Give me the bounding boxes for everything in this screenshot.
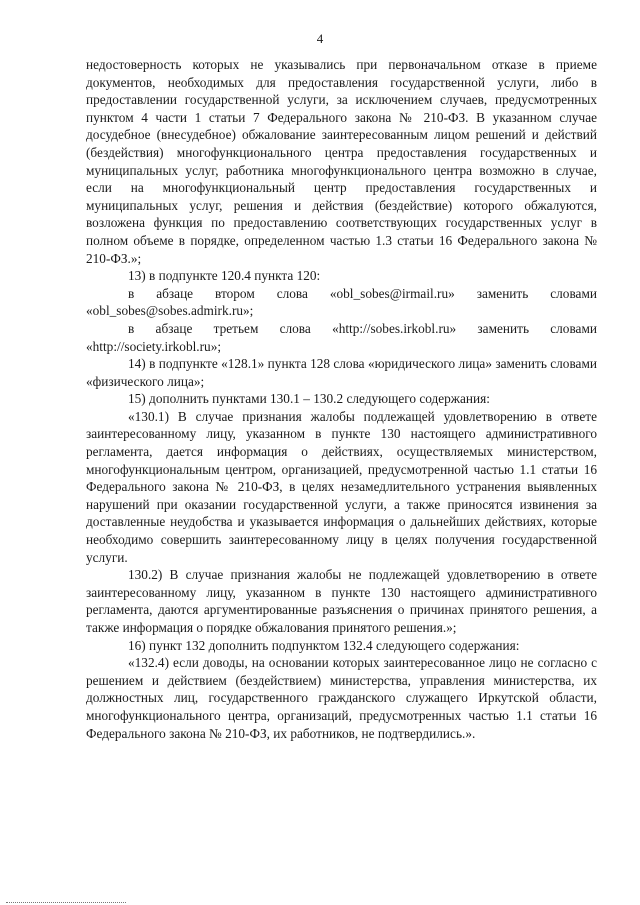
paragraph: в абзаце втором слова «obl_sobes@irmail.ru» заменить словами «obl_sobes@sobes.admirk.ru»; xyxy=(86,285,597,319)
paragraph: недостоверность которых не указывались при первоначальном отказе в приеме документов, необходимых для предоставления государственной услуги, либо в предоставлении государственной услуги, за исключением случаев, предусмотренных пунктом 4 части 1 статьи 7 Федерального закона № 210-ФЗ. В указанном случае досудебное (внесудебное) обжалование заинтересованным лицом решений и действий (бездействия) многофункционального центра предоставления государственных и муниципальных услуг, работника многофункционального центра возможно в случае, если на многофункциональный центр предоставления государственных и муниципальных услуг, решения и действия (бездействие) которого обжалуются, возложена функция по предоставлению соответствующих государственных услуг в полном объеме в порядке, определенном частью 1.3 статьи 16 Федерального закона № 210-ФЗ.»; xyxy=(86,57,597,266)
paragraph: «132.4) если доводы, на основании которых заинтересованное лицо не согласно с решением и действием (бездействием) министерства, управления министерства, их должностных лиц, государственного гражданского служащего Иркутской области, многофункционального центра, организаций, предусмотренных частью 1.1 статьи 16 Федерального закона № 210-ФЗ, их работников, не подтвердились.». xyxy=(86,655,597,741)
paragraph: в абзаце третьем слова «http://sobes.irkobl.ru» заменить словами «http://society.irkobl.ru»; xyxy=(86,320,597,354)
paragraph: 130.2) В случае признания жалобы не подлежащей удовлетворению в ответе заинтересованному лицу, указанном в пункте 130 настоящего административного регламента, даются аргументированные разъяснения о причинах принятого решения, а также информация о порядке обжалования принятого решения.»; xyxy=(86,567,597,635)
document-body xyxy=(86,56,597,742)
footnote-separator xyxy=(6,902,126,903)
paragraph: 15) дополнить пунктами 130.1 – 130.2 следующего содержания: xyxy=(128,391,490,407)
paragraph: 13) в подпункте 120.4 пункта 120: xyxy=(128,268,321,284)
paragraph: 16) пункт 132 дополнить подпунктом 132.4 следующего содержания: xyxy=(128,637,520,653)
paragraph: 14) в подпункте «128.1» пункта 128 слова «юридического лица» заменить словами «физического лица»; xyxy=(86,356,597,389)
paragraph: «130.1) В случае признания жалобы подлежащей удовлетворению в ответе заинтересованному лицу, указанном в пункте 130 настоящего административного регламента, дается информация о действиях, осуществляемых министерством, многофункциональным центром, организацией, предусмотренной частью 1.1 статьи 16 Федерального закона № 210-ФЗ, в целях незамедлительного устранения выявленных нарушений при оказании государственной услуги, а также приносятся извинения за доставленные неудобства и указывается информация о дальнейших действиях, которые необходимо совершить заинтересованному лицу в целях получения государственной услуги. xyxy=(86,408,597,565)
page-number: 4 xyxy=(316,31,324,46)
